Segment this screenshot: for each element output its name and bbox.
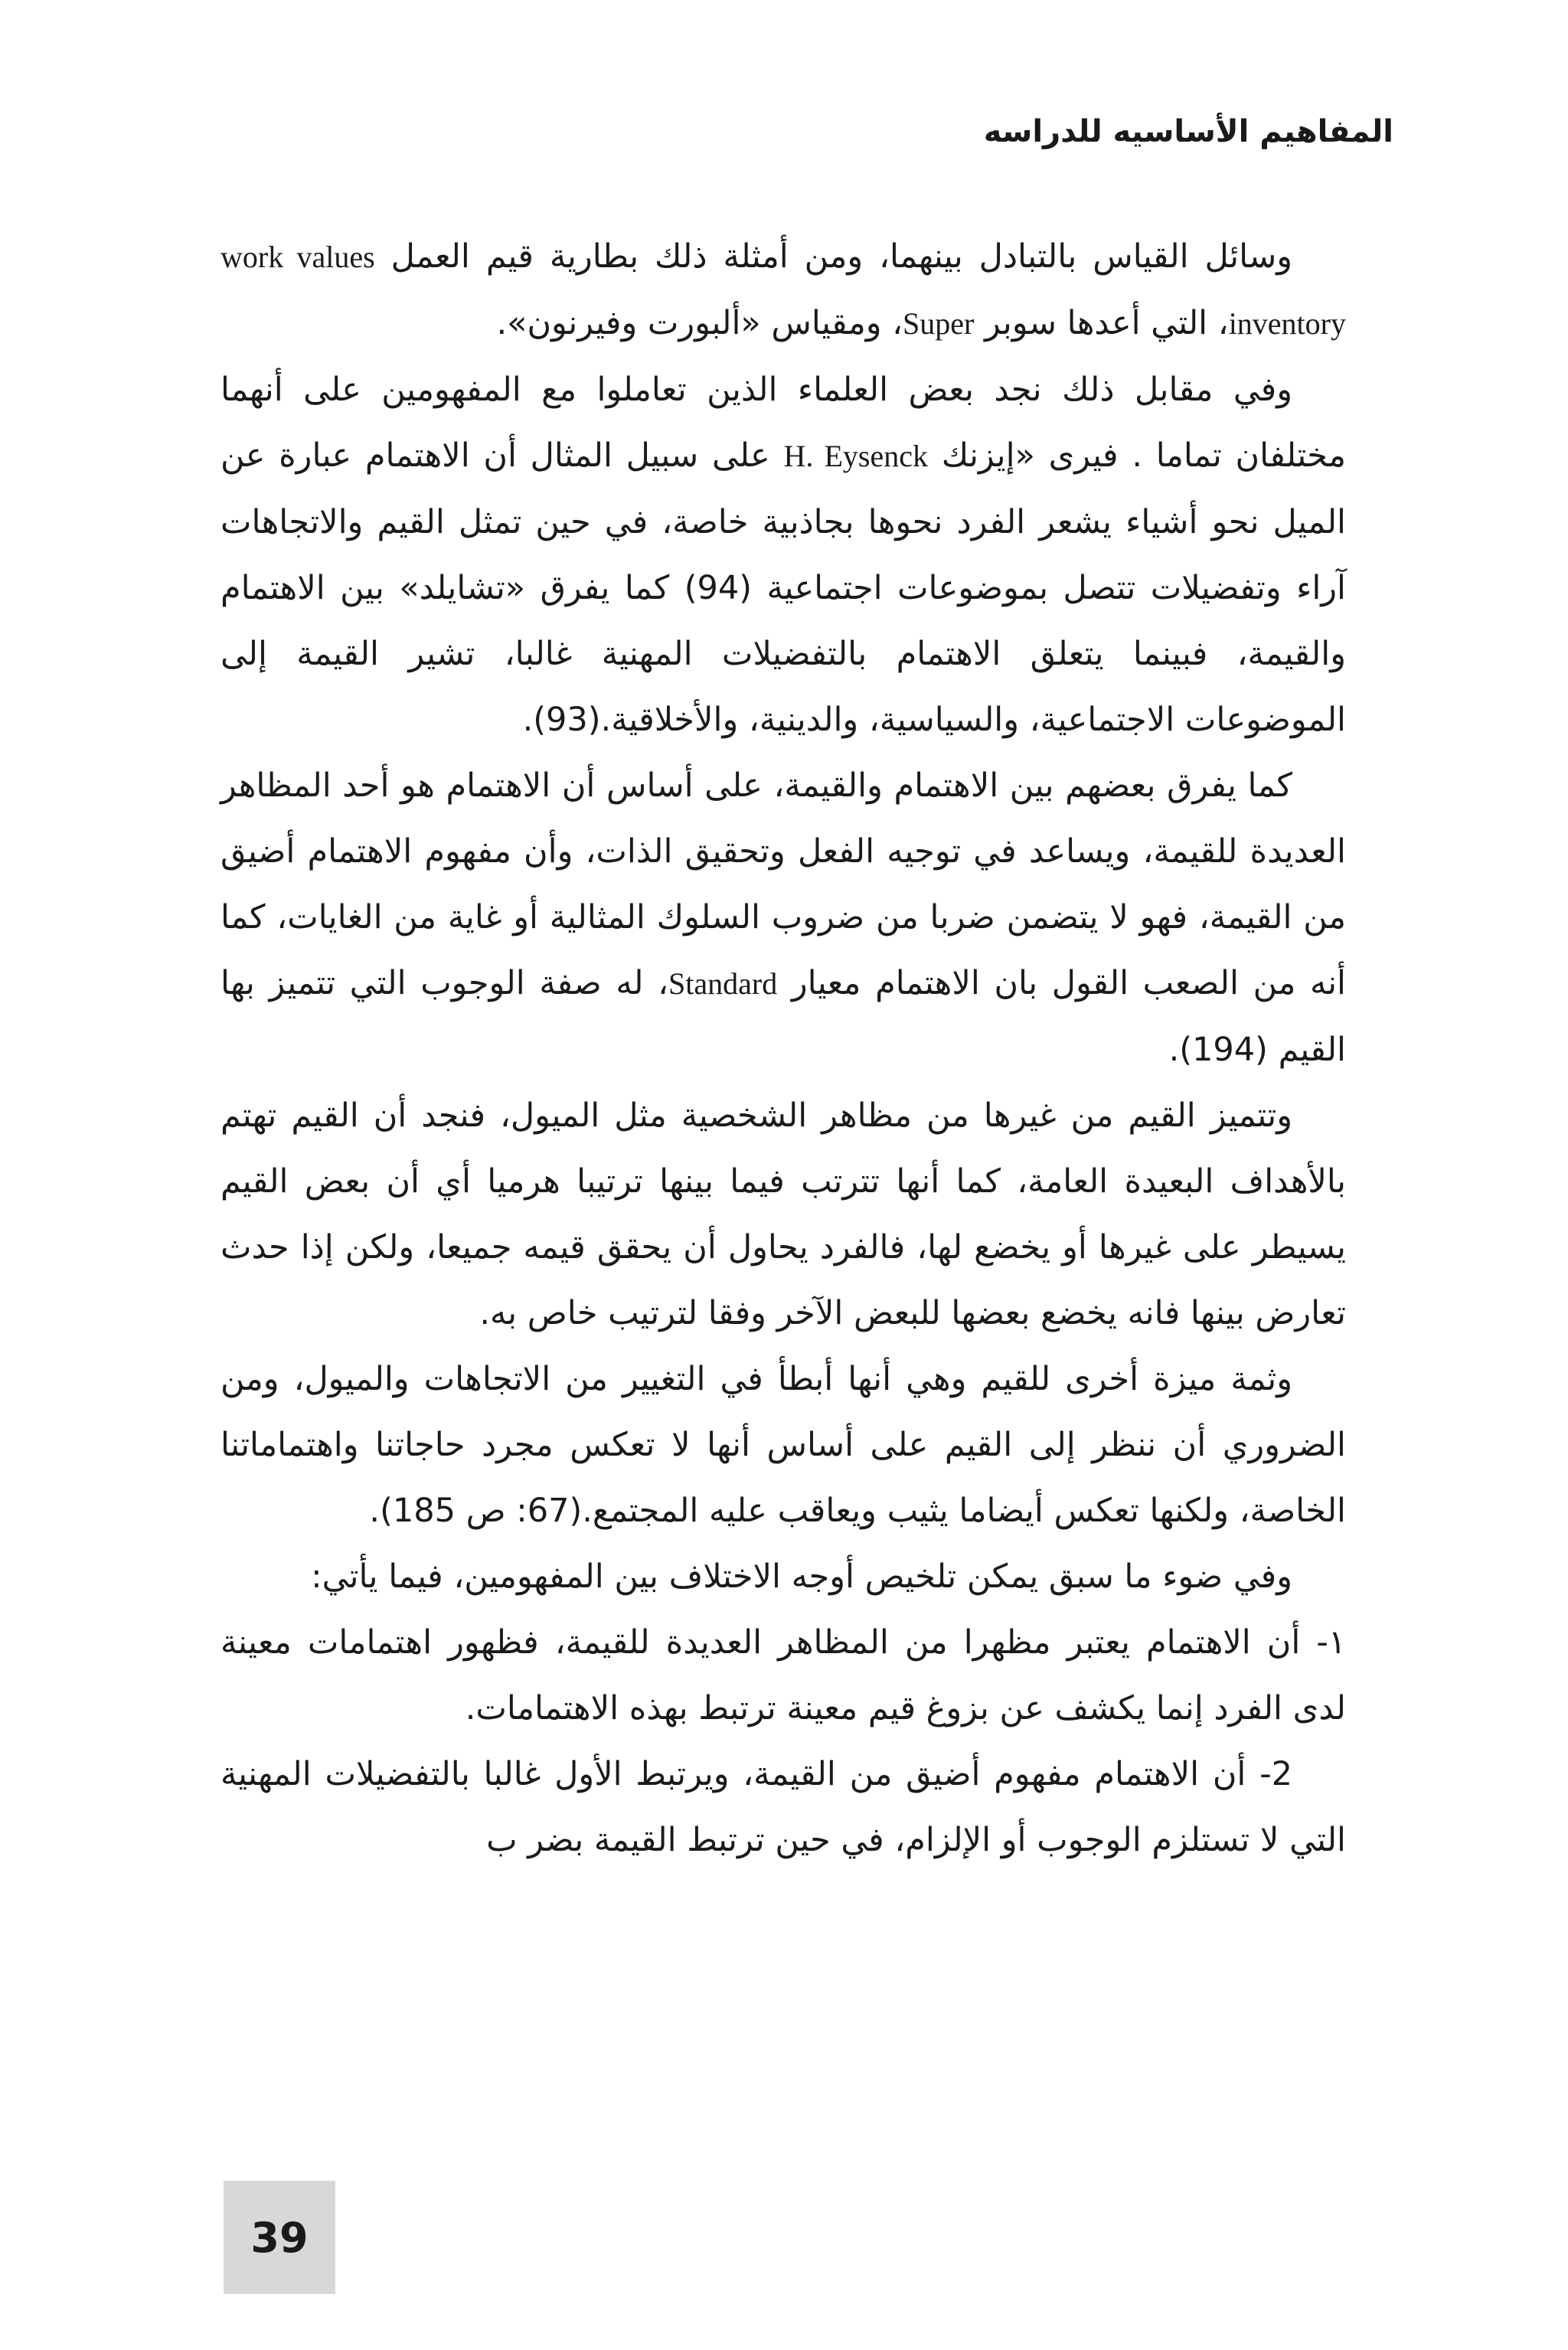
paragraph-1-text-a: وسائل القياس بالتبادل بينهما، ومن أمثلة ذلك بطارية قيم العمل (374, 237, 1292, 276)
list-item-2: 2- أن الاهتمام مفهوم أضيق من القيمة، ويرتبط الأول غالبا بالتفضيلات المهنية التي لا تستلزم الوجوب أو الإلزام، في حين ترتبط القيمة بضر ب (220, 1755, 1346, 1859)
latin-term-standard: Standard (668, 966, 778, 1001)
body-text (220, 224, 1346, 1873)
latin-term-super: Super (903, 306, 975, 341)
paragraph-2-text-b: على سبيل المثال أن الاهتمام عبارة عن الميل نحو أشياء يشعر الفرد نحوها بجاذبية خاصة، في حين تمثل القيم والاتجاهات آراء وتفضيلات تتصل بموضوعات اجتماعية (94) كما يفرق «تشايلد» بين الاهتمام والقيمة، فبينما يتعلق الاهتمام بالتفضيلات المهنية غالبا، تشير القيمة إلى الموضوعات الاجتماعية، والسياسية، والدينية، والأخلاقية.(93). (220, 436, 1346, 739)
latin-term-work-values-inventory: work values inventory (220, 240, 1346, 341)
running-header: المفاهيم الأساسيه للدراسه (983, 114, 1393, 149)
paragraph-5: وثمة ميزة أخرى للقيم وهي أنها أبطأ في التغيير من الاتجاهات والميول، ومن الضروري أن ننظر إلى القيم على أساس أنها لا تعكس مجرد حاجاتنا واهتماماتنا الخاصة، ولكنها تعكس أيضاما يثيب ويعاقب عليه المجتمع.(67: ص 185). (220, 1360, 1346, 1530)
paragraph-4: وتتميز القيم من غيرها من مظاهر الشخصية مثل الميول، فنجد أن القيم تهتم بالأهداف البعيدة العامة، كما أنها تترتب فيما بينها ترتيبا هرميا أي أن بعض القيم يسيطر على غيرها أو يخضع لها، فالفرد يحاول أن يحقق قيمه جميعا، ولكن إذا حدث تعارض بينها فانه يخضع بعضها للبعض الآخر وفقا لترتيب خاص به. (220, 1097, 1346, 1332)
paragraph-1-text-b: ، التي أعدها سوبر (974, 304, 1229, 342)
paragraph-3 (220, 753, 1346, 1083)
list-item-1: ١- أن الاهتمام يعتبر مظهرا من المظاهر العديدة للقيمة، فظهور اهتمامات معينة لدى الفرد إنما يكشف عن بزوغ قيم معينة ترتبط بهذه الاهتمامات. (220, 1623, 1346, 1727)
paragraph-2 (220, 357, 1346, 753)
page-number-box (224, 2181, 335, 2294)
paragraph-2-text-a: وفي مقابل ذلك نجد بعض العلماء الذين تعاملوا مع المفهومين على أنهما مختلفان تماما . فيرى «إيزنك (220, 371, 1346, 475)
paragraph-1 (220, 224, 1346, 357)
page-number: 39 (250, 2213, 309, 2262)
paragraph-3-text-a: كما يفرق بعضهم بين الاهتمام والقيمة، على أساس أن الاهتمام هو أحد المظاهر العديدة للقيمة، ويساعد في توجيه الفعل وتحقيق الذات، وأن مفهوم الاهتمام أضيق من القيمة، فهو لا يتضمن ضربا من ضروب السلوك المثالية أو غاية من الغايات، كما أنه من الصعب القول بان الاهتمام معيار (220, 766, 1346, 1002)
paragraph-1-text-c: ، ومقياس «ألبورت وفيرنون». (496, 304, 903, 342)
latin-term-eysenck: H. Eysenck (783, 439, 928, 473)
paragraph-3-text-b: ، له صفة الوجوب التي تتميز بها القيم (194). (220, 964, 1346, 1069)
paragraph-6: وفي ضوء ما سبق يمكن تلخيص أوجه الاختلاف بين المفهومين، فيما يأتي: (311, 1557, 1292, 1596)
